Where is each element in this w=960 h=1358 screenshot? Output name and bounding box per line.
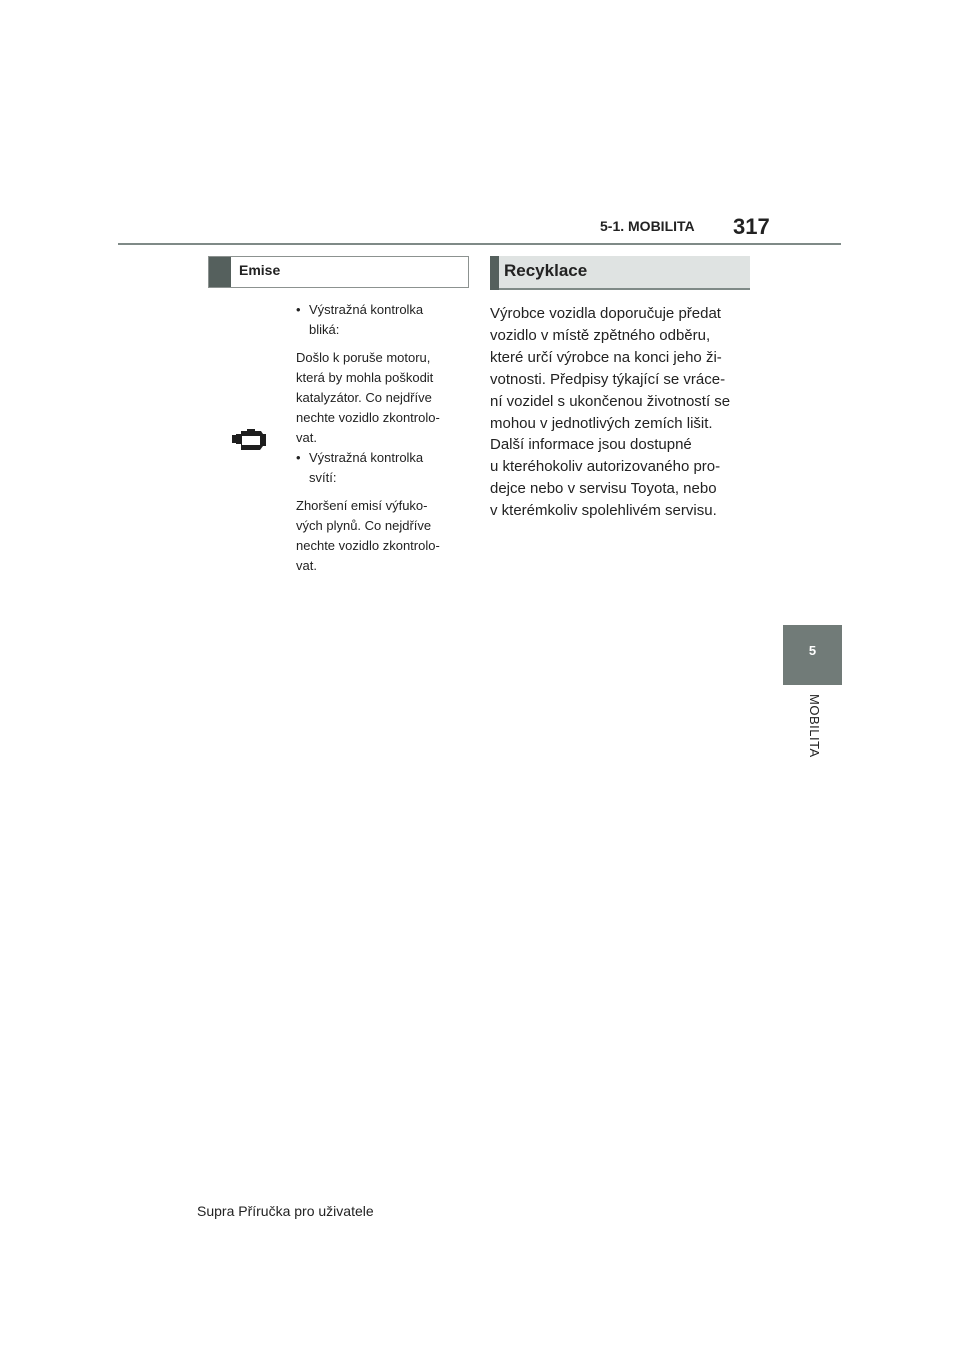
list-item	[296, 300, 468, 340]
page-number: 317	[733, 214, 770, 239]
emise-table-header	[208, 256, 469, 288]
bullet-dot: •	[296, 450, 301, 465]
emise-description	[296, 300, 468, 576]
chapter-tab	[783, 625, 842, 685]
emise-table	[208, 256, 469, 572]
check-engine-icon	[232, 426, 270, 454]
list-item	[296, 448, 468, 488]
header-accent-bar	[490, 256, 499, 290]
bullet-text: Výstražná kontrolka svítí:	[309, 450, 424, 485]
chapter-label: MOBILITA	[807, 694, 822, 758]
header-divider	[118, 243, 841, 245]
footer-text: Supra Příručka pro uživatele	[197, 1203, 374, 1219]
recyklace-title: Recyklace	[504, 261, 588, 280]
paragraph: Došlo k poruše motoru, která by mohla poškodit katalyzátor. Co nejdříve nechte vozidlo zkontrolo- vat.	[296, 350, 440, 445]
paragraph: Zhoršení emisí výfuko- vých plynů. Co nejdříve nechte vozidlo zkontrolo- vat.	[296, 498, 440, 573]
bullet-dot: •	[296, 302, 301, 317]
emise-title: Emise	[239, 262, 281, 278]
recyklace-body: Výrobce vozidla doporučuje předat vozidlo v místě zpětného odběru, které určí výrobce na konci jeho ži- votnosti. Předpisy týkající se vráce- ní vozidel s ukončenou životností se mohou v jednotlivých zemích lišit. Další informace jsou dostupné u kteréhokoliv autorizovaného pro- dejce nebo v servisu Toyota, nebo v kterémkoliv spolehlivém servisu.	[490, 305, 731, 520]
chapter-number: 5	[808, 643, 817, 658]
recyklace-section	[490, 256, 750, 522]
bullet-text: Výstražná kontrolka bliká:	[309, 302, 424, 337]
header-accent-bar	[209, 257, 231, 287]
section-label: 5-1. MOBILITA	[600, 218, 695, 234]
recyklace-header	[490, 256, 750, 290]
